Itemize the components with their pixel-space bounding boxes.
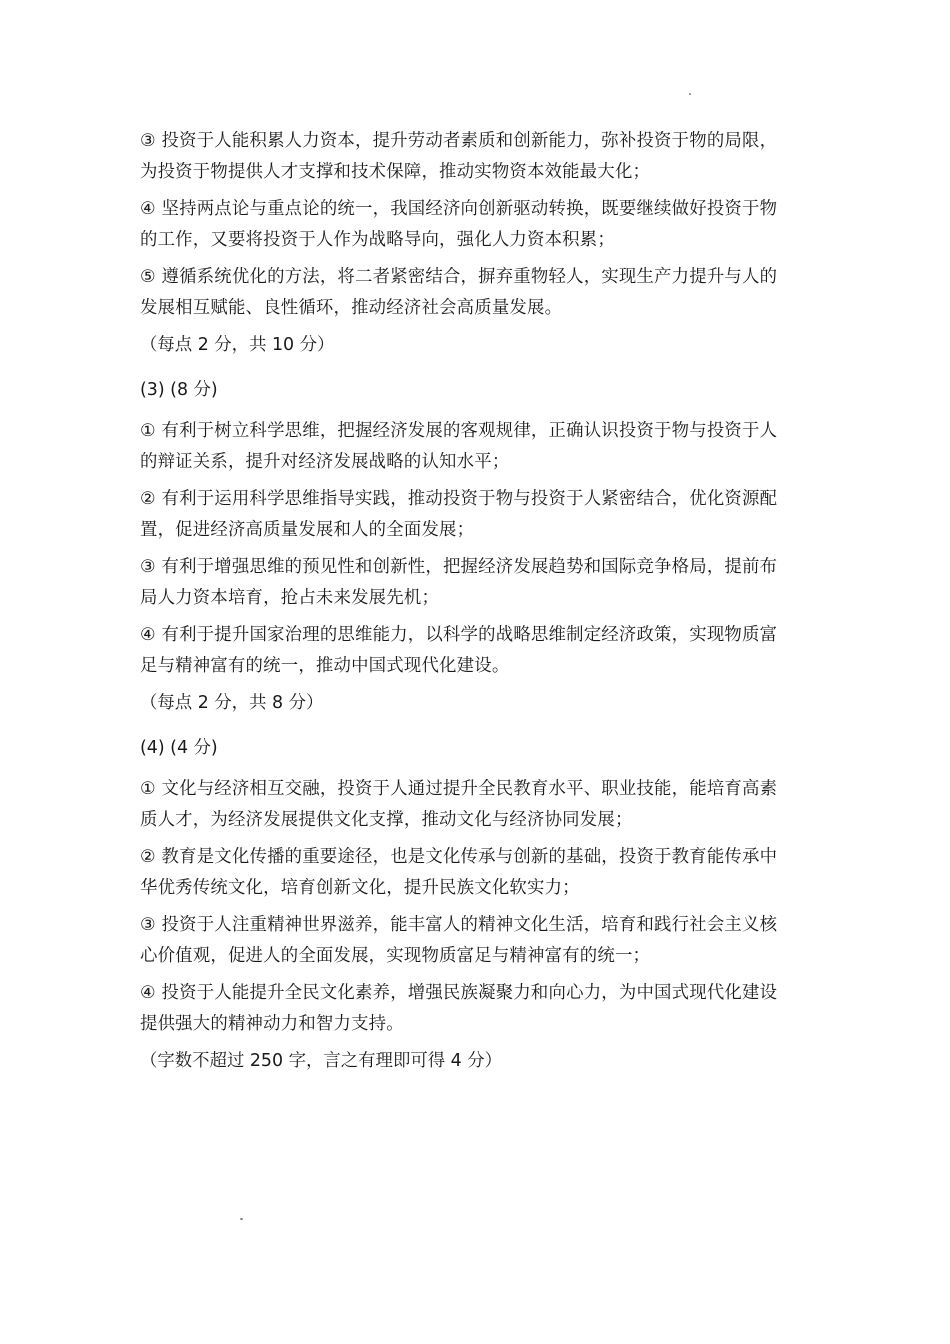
- section2-item-4: ④ 坚持两点论与重点论的统一，我国经济向创新驱动转换，既要继续做好投资于物的工作，又要将投资于人作为战略导向，强化人力资本积累；: [140, 199, 778, 250]
- section4-item-1: ① 文化与经济相互交融，投资于人通过提升全民教育水平、职业技能，能培育高素质人才，为经济发展提供文化支撑，推动文化与经济协同发展；: [140, 779, 778, 830]
- section3-item-1: ① 有利于树立科学思维，把握经济发展的客观规律，正确认识投资于物与投资于人的辩证关系，提升对经济发展战略的认知水平；: [140, 421, 778, 472]
- section4-header: (4) (4 分): [140, 738, 218, 758]
- scan-mark: [689, 93, 691, 95]
- section4-item-2: ② 教育是文化传播的重要途径，也是文化传承与创新的基础，投资于教育能传承中华优秀传统文化，培育创新文化，提升民族文化软实力；: [140, 847, 778, 898]
- scan-mark: [240, 1218, 243, 1220]
- section3-item-2: ② 有利于运用科学思维指导实践，推动投资于物与投资于人紧密结合，优化资源配置，促进经济高质量发展和人的全面发展；: [140, 489, 778, 540]
- section2-item-5: ⑤ 遵循系统优化的方法，将二者紧密结合，摒弃重物轻人，实现生产力提升与人的发展相互赋能、良性循环，推动经济社会高质量发展。: [140, 267, 778, 318]
- section3-header: (3) (8 分): [140, 380, 218, 400]
- section3-item-4: ④ 有利于提升国家治理的思维能力，以科学的战略思维制定经济政策，实现物质富足与精神富有的统一，推动中国式现代化建设。: [140, 625, 778, 676]
- section2-score-note: （每点 2 分，共 10 分）: [140, 335, 335, 355]
- section4-score-note: （字数不超过 250 字，言之有理即可得 4 分）: [140, 1051, 503, 1071]
- section4-item-4: ④ 投资于人能提升全民文化素养，增强民族凝聚力和向心力，为中国式现代化建设提供强大的精神动力和智力支持。: [140, 983, 778, 1034]
- section2-item-3: ③ 投资于人能积累人力资本，提升劳动者素质和创新能力，弥补投资于物的局限，为投资于物提供人才支撑和技术保障，推动实物资本效能最大化；: [140, 131, 778, 182]
- section3-item-3: ③ 有利于增强思维的预见性和创新性，把握经济发展趋势和国际竞争格局，提前布局人力资本培育，抢占未来发展先机；: [140, 557, 778, 608]
- answer-content: [140, 126, 780, 1091]
- section4-item-3: ③ 投资于人注重精神世界滋养，能丰富人的精神文化生活，培育和践行社会主义核心价值观，促进人的全面发展，实现物质富足与精神富有的统一；: [140, 915, 778, 966]
- section3-score-note: （每点 2 分，共 8 分）: [140, 693, 324, 713]
